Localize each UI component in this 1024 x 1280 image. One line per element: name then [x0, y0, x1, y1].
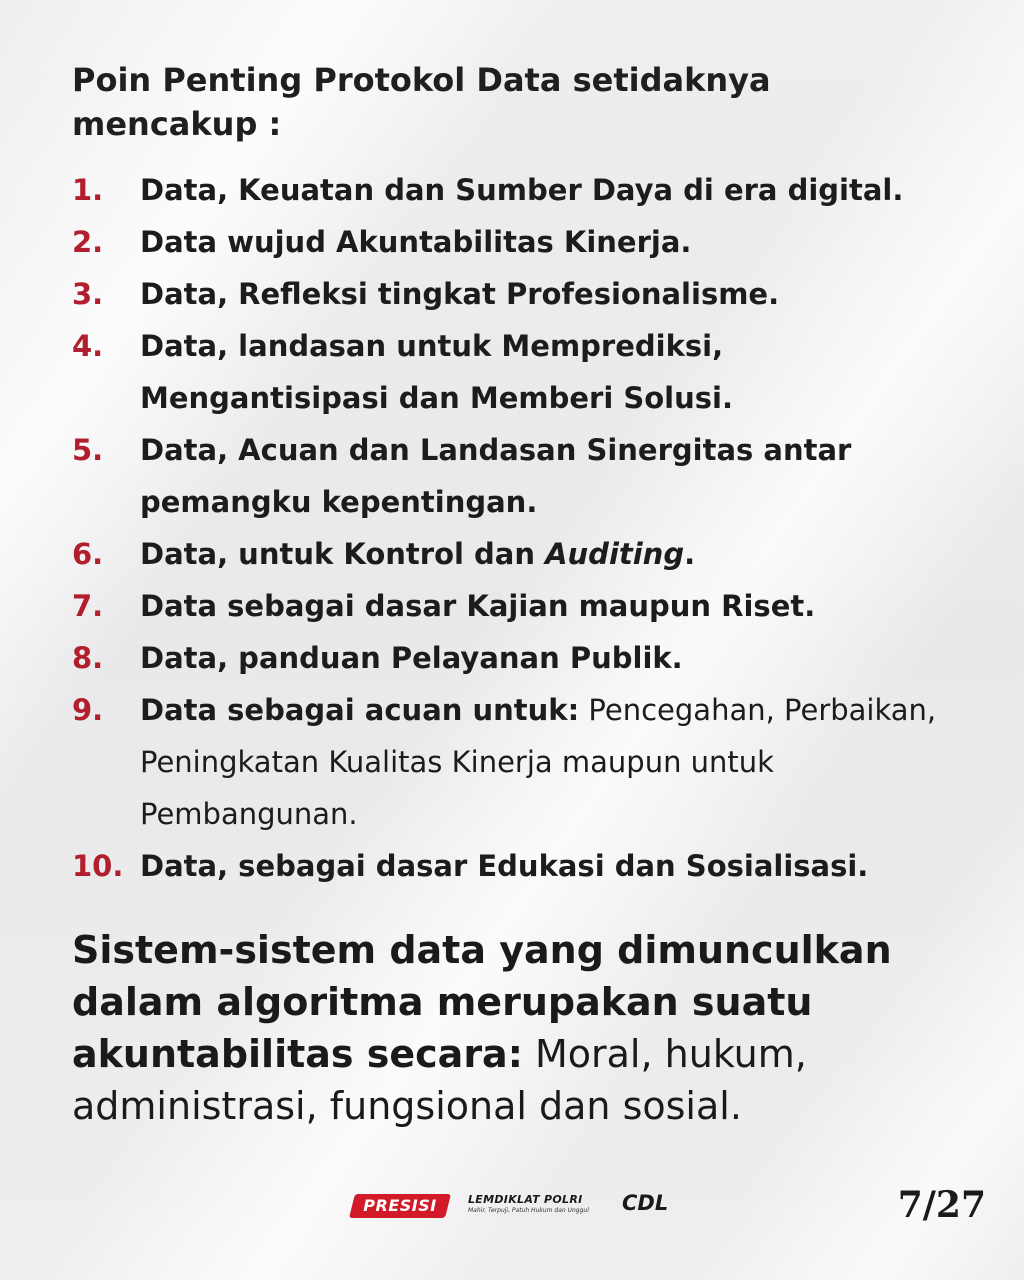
heading: Poin Penting Protokol Data setidaknya mencakup : [72, 61, 771, 143]
list-text [140, 528, 952, 580]
list-text-normal: Pencegahan, Perbaikan, Peningkatan Kualitas Kinerja maupun untuk Pembangunan. [140, 693, 937, 831]
list-text: Data wujud Akuntabilitas Kinerja. [140, 225, 692, 259]
list-item-3 [72, 268, 952, 320]
cdl-logo: CDL [622, 1191, 669, 1215]
list-item-9 [72, 684, 952, 840]
list-number: 10. [72, 849, 124, 883]
closing-normal: Moral, hukum, administrasi, fungsional dan sosial. [72, 1032, 807, 1128]
list-item-4 [72, 320, 952, 424]
presisi-logo: PRESISI [349, 1194, 451, 1218]
list-number: 1. [72, 173, 104, 207]
list-text-italic: Auditing [545, 537, 685, 571]
list-text: Data sebagai dasar Kajian maupun Riset. [140, 589, 816, 623]
list-text-tail: . [684, 537, 696, 571]
list-text: Data, Refleksi tingkat Profesionalisme. [140, 277, 780, 311]
closing-statement [72, 924, 972, 1132]
list-text [140, 684, 952, 840]
list-number: 6. [72, 537, 104, 571]
list-text: Data, Keuatan dan Sumber Daya di era digital. [140, 173, 904, 207]
list-number: 9. [72, 693, 104, 727]
closing-bold: Sistem-sistem data yang dimunculkan dalam algoritma merupakan suatu akuntabilitas secara: [72, 928, 892, 1076]
list-item-7 [72, 580, 952, 632]
list-item-5 [72, 424, 952, 528]
page-number: 7/27 [897, 1184, 986, 1226]
list-item-8 [72, 632, 952, 684]
list-number: 5. [72, 433, 104, 467]
list-text: Data, panduan Pelayanan Publik. [140, 641, 683, 675]
list-number: 4. [72, 329, 104, 363]
list-text: Data, landasan untuk Memprediksi, Mengantisipasi dan Memberi Solusi. [140, 329, 733, 415]
footer [0, 1180, 1024, 1240]
protocol-list [72, 164, 952, 892]
list-item-1 [72, 164, 952, 216]
list-text-bold: Data sebagai acuan untuk: [140, 693, 580, 727]
list-number: 8. [72, 641, 104, 675]
list-number: 2. [72, 225, 104, 259]
lemdiklat-logo-tagline: Mahir, Terpuji, Patuh Hukum dan Unggul [468, 1207, 589, 1214]
list-text: Data, Acuan dan Landasan Sinergitas antar pemangku kepentingan. [140, 433, 852, 519]
list-text-bold: Data, untuk Kontrol dan [140, 537, 546, 571]
list-item-6 [72, 528, 952, 580]
list-number: 3. [72, 277, 104, 311]
list-item-10 [72, 840, 952, 892]
list-number: 7. [72, 589, 104, 623]
list-text: Data, sebagai dasar Edukasi dan Sosialisasi. [140, 849, 869, 883]
list-item-2 [72, 216, 952, 268]
lemdiklat-logo-title: LEMDIKLAT POLRI [468, 1193, 583, 1206]
